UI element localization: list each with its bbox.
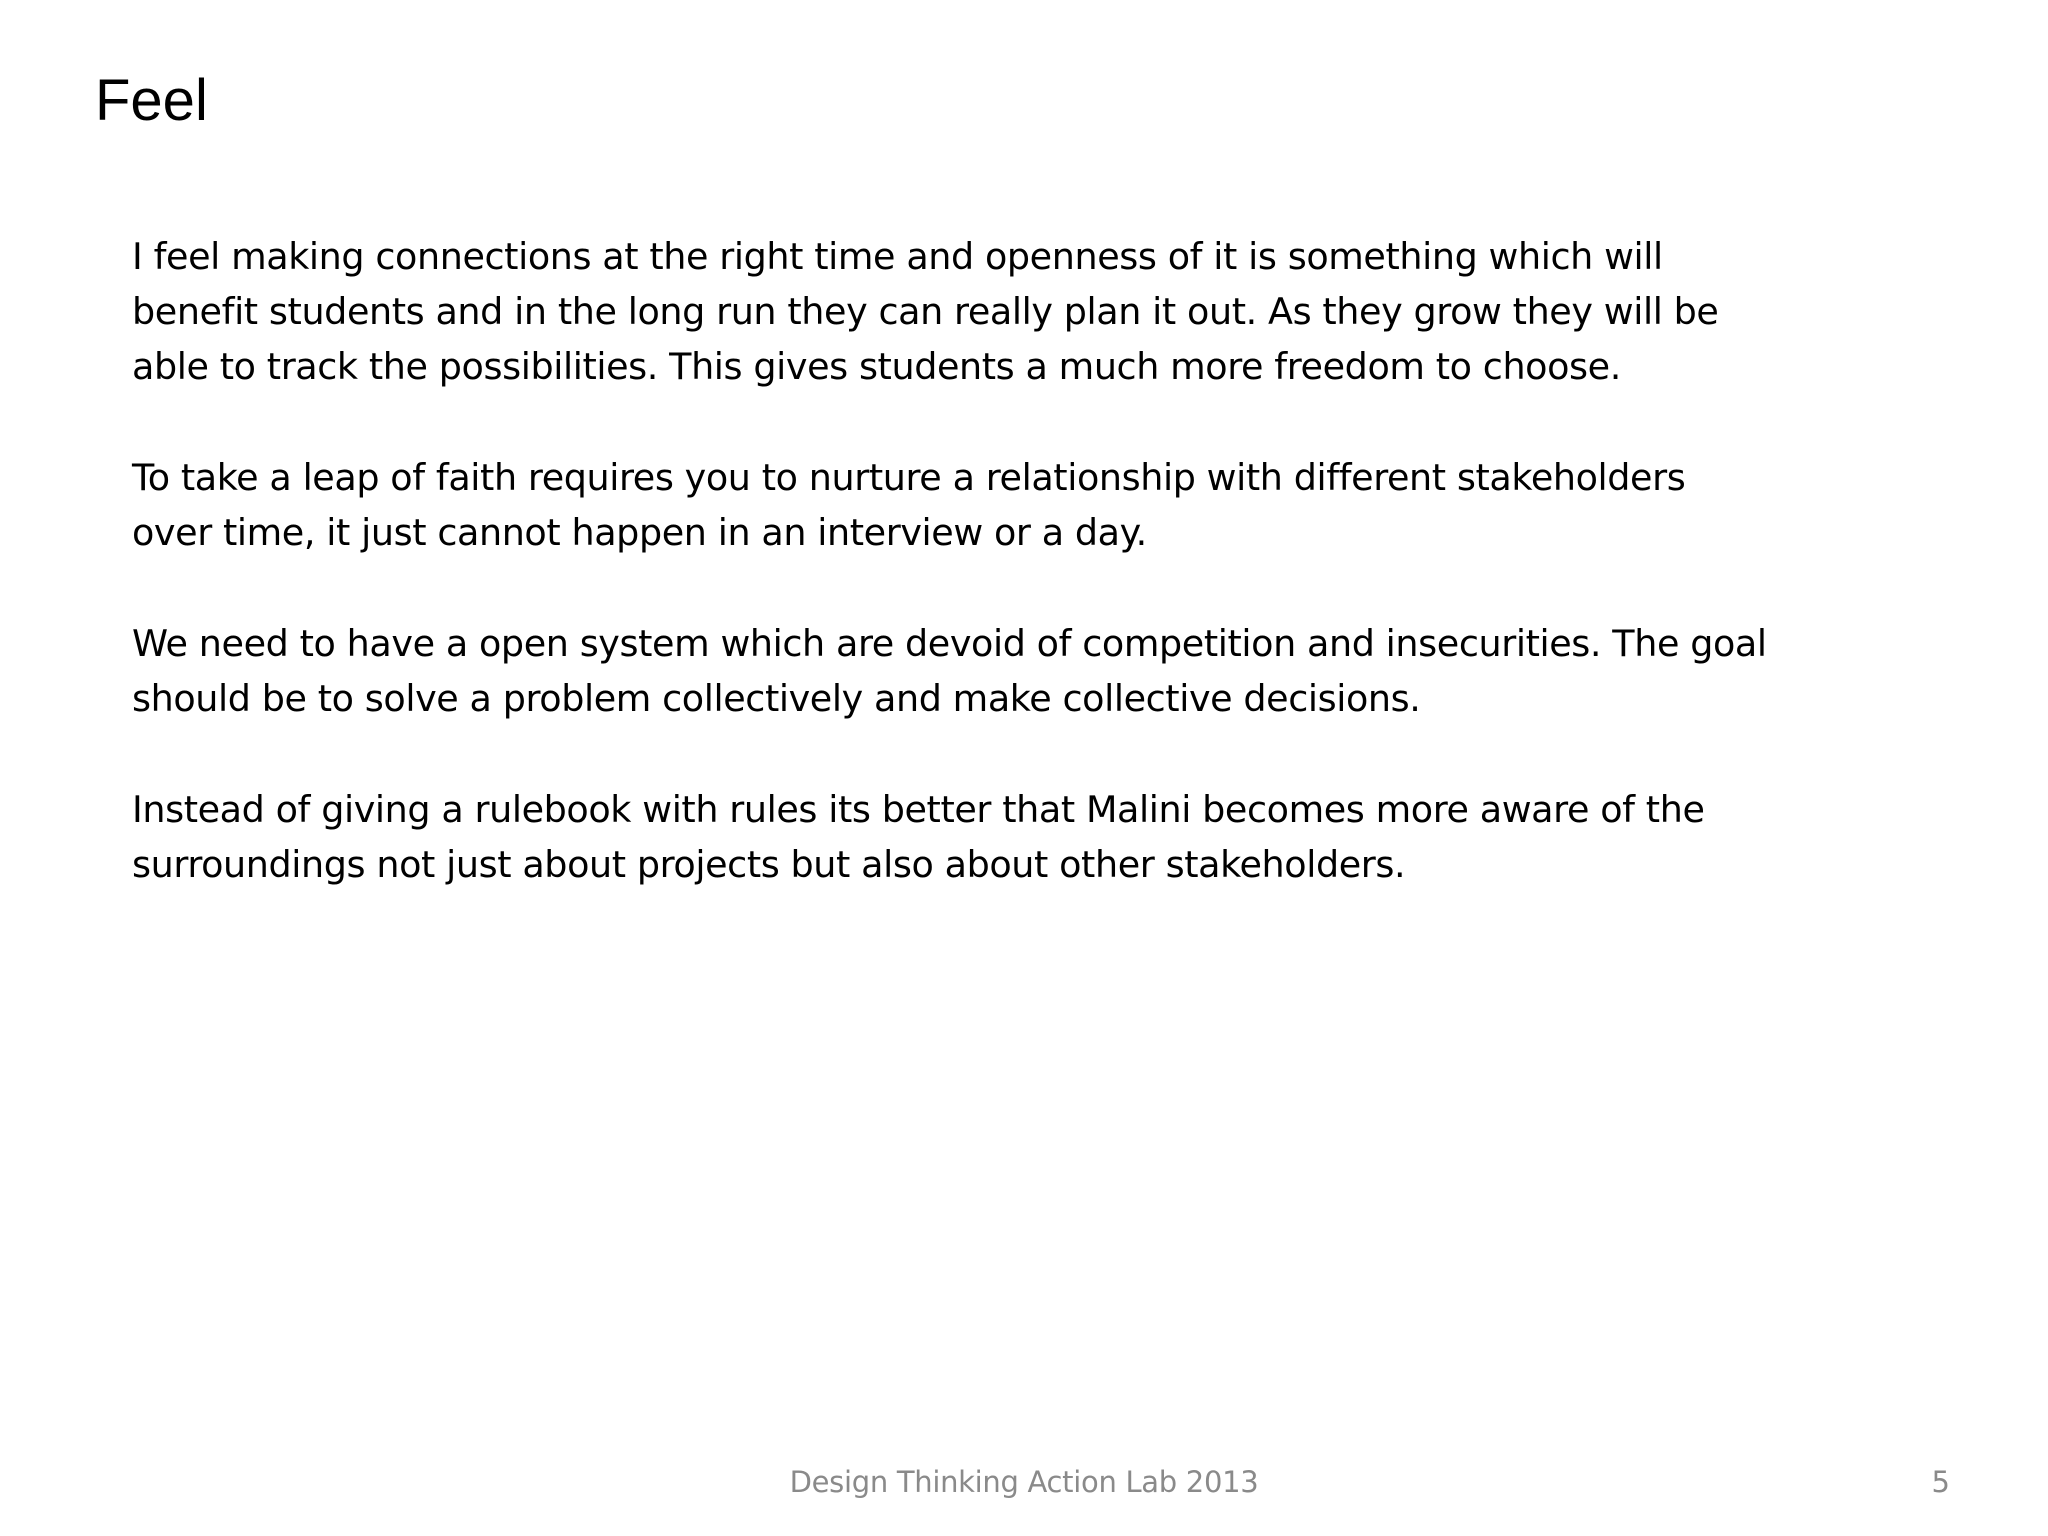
paragraph-line: We need to have a open system which are devoid of competition and insecurities. The goal: [132, 622, 1767, 665]
paragraph-3: [132, 616, 1892, 726]
slide-body: [132, 229, 1892, 948]
footer-text: Design Thinking Action Lab 2013: [789, 1465, 1259, 1499]
slide-title: Feel: [95, 68, 208, 133]
paragraph-4: [132, 782, 1892, 892]
paragraph-line: I feel making connections at the right time and openness of it is something which will: [132, 235, 1663, 278]
paragraph-line: To take a leap of faith requires you to nurture a relationship with different stakeholders: [132, 456, 1686, 499]
paragraph-line: benefit students and in the long run they can really plan it out. As they grow they will be: [132, 290, 1719, 333]
paragraph-line: should be to solve a problem collectively and make collective decisions.: [132, 677, 1421, 720]
paragraph-2: [132, 450, 1892, 560]
paragraph-line: able to track the possibilities. This gives students a much more freedom to choose.: [132, 345, 1621, 388]
paragraph-1: [132, 229, 1892, 394]
paragraph-line: Instead of giving a rulebook with rules its better that Malini becomes more aware of the: [132, 788, 1705, 831]
paragraph-line: surroundings not just about projects but also about other stakeholders.: [132, 843, 1406, 886]
paragraph-line: over time, it just cannot happen in an interview or a day.: [132, 511, 1147, 554]
page-number: 5: [1931, 1465, 1950, 1499]
